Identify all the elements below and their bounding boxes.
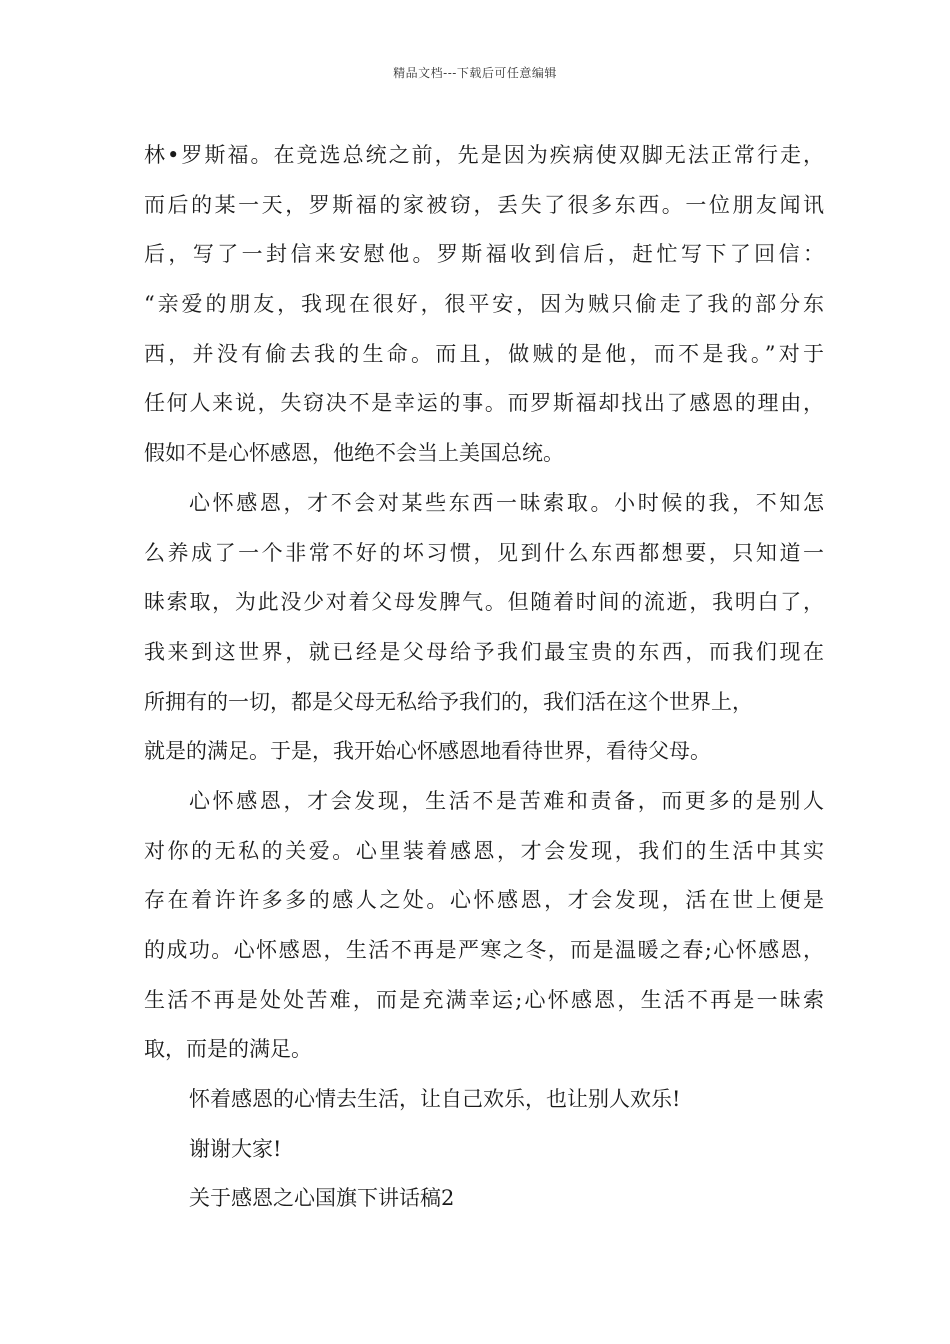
text-line: 心怀感恩，才会发现，生活不是苦难和责备，而更多的是别人 (189, 788, 824, 813)
text-line: 林•罗斯福。在竞选总统之前，先是因为疾病使双脚无法正常行走， (144, 143, 824, 167)
paragraph-4 (144, 1075, 824, 1125)
text-line: 谢谢大家! (189, 1136, 282, 1161)
document-body (144, 131, 824, 1224)
text-line: 任何人来说，失窃决不是幸运的事。而罗斯福却找出了感恩的理由， (144, 391, 824, 416)
text-line: 西，并没有偷去我的生命。而且，做贼的是他，而不是我。”对于 (144, 341, 824, 366)
paragraph-1 (144, 131, 824, 479)
text-line: 取，而是的满足。 (144, 1037, 312, 1062)
text-line: 所拥有的一切，都是父母无私给予我们的，我们活在这个世界上， (144, 689, 753, 714)
text-line: 生活不再是处处苦难，而是充满幸运;心怀感恩，生活不再是一昧索 (144, 987, 824, 1012)
text-line: 对你的无私的关爱。心里装着感恩，才会发现，我们的生活中其实 (144, 838, 824, 863)
text-line: 我来到这世界，就已经是父母给予我们最宝贵的东西，而我们现在 (144, 639, 824, 664)
text-line: 昧索取，为此没少对着父母发脾气。但随着时间的流逝，我明白了， (144, 590, 824, 615)
text-line: 关于感恩之心国旗下讲话稿2 (189, 1186, 455, 1211)
paragraph-2 (144, 479, 824, 777)
text-line: 假如不是心怀感恩，他绝不会当上美国总统。 (144, 441, 564, 466)
paragraph-3 (144, 777, 824, 1075)
text-line: 就是的满足。于是，我开始心怀感恩地看待世界，看待父母。 (144, 739, 711, 764)
text-line: 的成功。心怀感恩，生活不再是严寒之冬，而是温暖之春;心怀感恩， (144, 938, 824, 962)
text-line: 而后的某一天，罗斯福的家被窃，丢失了很多东西。一位朋友闻讯 (144, 192, 824, 217)
section-title (144, 1174, 824, 1224)
paragraph-5 (144, 1125, 824, 1175)
text-line: 心怀感恩，才不会对某些东西一昧索取。小时候的我，不知怎 (189, 490, 824, 515)
page-header: 精品文档---下载后可任意编辑 (393, 66, 557, 80)
text-line: 怀着感恩的心情去生活，让自己欢乐，也让别人欢乐! (189, 1087, 681, 1112)
text-line: 么养成了一个非常不好的坏习惯，见到什么东西都想要，只知道一 (144, 540, 824, 565)
text-line: 存在着许许多多的感人之处。心怀感恩，才会发现，活在世上便是 (144, 888, 824, 913)
text-line: 后，写了一封信来安慰他。罗斯福收到信后，赶忙写下了回信： (144, 242, 824, 267)
text-line: “亲爱的朋友，我现在很好，很平安，因为贼只偷走了我的部分东 (144, 292, 824, 317)
